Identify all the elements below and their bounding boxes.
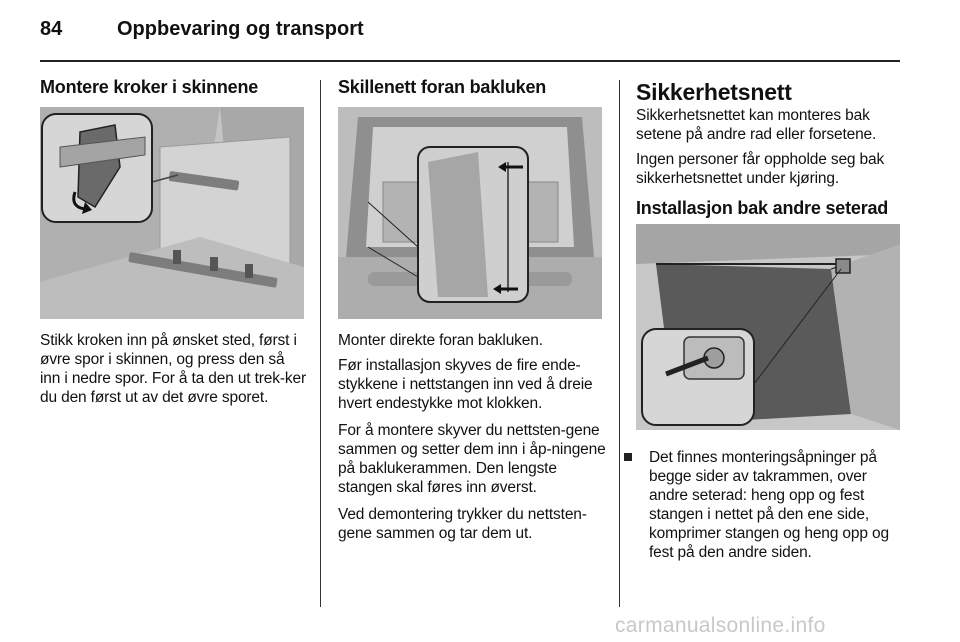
subheading-installation: Installasjon bak andre seterad — [636, 198, 889, 218]
section-heading-safety-net: Sikkerhetsnett — [636, 79, 792, 105]
page-title: Oppbevaring og transport — [117, 18, 364, 40]
figure-safety-net-illustration — [636, 224, 900, 430]
section-heading-net-tailgate: Skillenett foran bakluken — [338, 77, 547, 97]
paragraph-net-3: For å montere skyver du nettsten-gene sammen og setter dem inn i åp-ningene på baklukerammen. Den lengste stangen skal føres inn øverst. — [338, 422, 606, 496]
paragraph-safety-1: Sikkerhetsnettet kan monteres bak setene på andre rad eller forsetene. — [636, 107, 877, 143]
column-divider-1 — [320, 80, 321, 607]
figure-net-tailgate-illustration — [338, 107, 602, 319]
paragraph-safety-2: Ingen personer får oppholde seg bak sikkerhetsnettet under kjøring. — [636, 151, 885, 187]
figure-hooks-illustration — [40, 107, 304, 319]
section-heading-hooks: Montere kroker i skinnene — [40, 77, 259, 97]
paragraph-hooks: Stikk kroken inn på ønsket sted, først i øvre spor i skinnen, og press den så inn i nedre spor. For å ta den ut trek-ker du den først ut av det øvre sporet. — [40, 332, 306, 406]
header-rule — [40, 60, 900, 62]
column-divider-2 — [619, 80, 620, 607]
watermark: carmanualsonline.info — [615, 614, 826, 637]
bullet-text: Det finnes monteringsåpninger på begge sider av takrammen, over andre seterad: heng opp og fest stangen i nettet på den ene side, komprimer stangen og heng opp og fest på den andre siden. — [649, 449, 889, 561]
bullet-square-icon — [624, 453, 632, 461]
paragraph-net-2: Før installasjon skyves de fire ende-stykkene i nettstangen inn ved å dreie hvert endestykke mot klokken. — [338, 357, 593, 412]
page-number: 84 — [40, 18, 63, 40]
paragraph-net-1: Monter direkte foran bakluken. — [338, 332, 543, 349]
paragraph-net-4: Ved demontering trykker du nettsten-gene sammen og tar dem ut. — [338, 506, 587, 542]
